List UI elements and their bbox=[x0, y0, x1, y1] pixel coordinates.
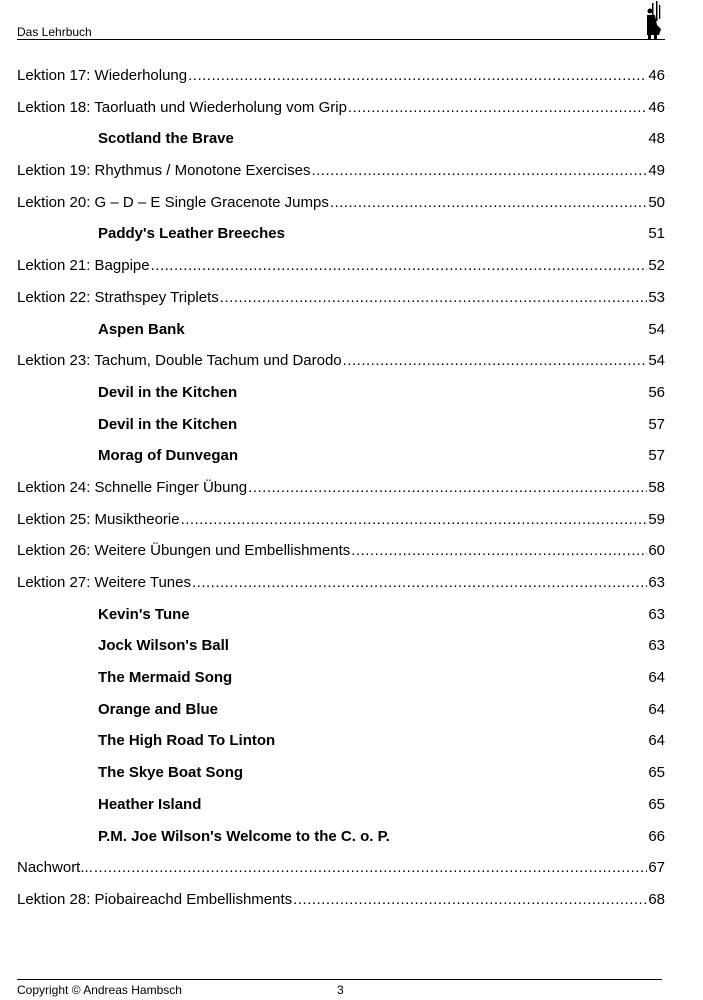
toc-lesson-entry[interactable] bbox=[17, 858, 665, 890]
toc-lesson-entry[interactable] bbox=[17, 478, 665, 510]
toc-tune-entry[interactable] bbox=[17, 795, 665, 827]
toc-entry-label: Kevin's Tune bbox=[98, 605, 190, 623]
toc-dot-leader bbox=[94, 858, 647, 878]
toc-entry-label: Lektion 24: Schnelle Finger Übung bbox=[17, 478, 248, 496]
toc-dot-leader bbox=[248, 478, 647, 498]
toc-entry-page: 54 bbox=[648, 352, 665, 370]
toc-entry-page: 51 bbox=[648, 225, 665, 243]
header-title: Das Lehrbuch bbox=[17, 25, 92, 39]
toc-lesson-entry[interactable] bbox=[17, 66, 665, 98]
toc-tune-entry[interactable] bbox=[17, 415, 665, 447]
toc-entry-label: Lektion 28: Piobaireachd Embellishments bbox=[17, 890, 293, 908]
toc-lesson-entry[interactable] bbox=[17, 256, 665, 288]
toc-entry-page: 54 bbox=[648, 320, 665, 338]
toc-entry-page: 66 bbox=[648, 827, 665, 845]
toc-entry-page: 58 bbox=[648, 478, 665, 496]
toc-entry-page: 57 bbox=[648, 447, 665, 465]
toc-entry-page: 65 bbox=[648, 764, 665, 782]
toc-entry-page: 64 bbox=[648, 700, 665, 718]
toc-entry-label: Devil in the Kitchen bbox=[98, 415, 238, 433]
toc-entry-page: 63 bbox=[648, 637, 665, 655]
toc-tune-entry[interactable] bbox=[17, 224, 665, 256]
toc-dot-leader bbox=[343, 351, 648, 371]
toc-lesson-entry[interactable] bbox=[17, 351, 665, 383]
toc-dot-leader bbox=[188, 66, 647, 86]
toc-dot-leader bbox=[311, 161, 647, 181]
toc-lesson-entry[interactable] bbox=[17, 288, 665, 320]
toc-entry-label: Jock Wilson's Ball bbox=[98, 637, 229, 655]
piper-icon bbox=[643, 1, 665, 39]
toc-tune-entry[interactable] bbox=[17, 320, 665, 352]
toc-lesson-entry[interactable] bbox=[17, 573, 665, 605]
toc-entry-label: Lektion 17: Wiederholung bbox=[17, 67, 188, 84]
toc-entry-label: Morag of Dunvegan bbox=[98, 447, 239, 465]
toc-entry-label: Lektion 20: G – D – E Single Gracenote Jumps bbox=[17, 193, 329, 211]
toc-dot-leader bbox=[351, 541, 647, 561]
toc-entry-page: 57 bbox=[648, 415, 665, 433]
toc-entry-label: The High Road To Linton bbox=[98, 732, 276, 750]
toc-tune-entry[interactable] bbox=[17, 446, 665, 478]
toc-dot-leader bbox=[220, 288, 648, 308]
copyright-text: Copyright © Andreas Hambsch bbox=[17, 983, 182, 997]
toc-lesson-entry[interactable] bbox=[17, 890, 665, 922]
toc-entry-label: Lektion 25: Musiktheorie bbox=[17, 510, 180, 528]
toc-tune-entry[interactable] bbox=[17, 129, 665, 161]
toc-tune-entry[interactable] bbox=[17, 668, 665, 700]
toc-lesson-entry[interactable] bbox=[17, 510, 665, 542]
toc-dot-leader bbox=[348, 98, 647, 118]
toc-entry-page: 50 bbox=[648, 193, 665, 211]
toc-entry-page: 60 bbox=[648, 542, 665, 560]
toc-entry-page: 64 bbox=[648, 732, 665, 750]
toc-entry-label: Lektion 23: Tachum, Double Tachum und Darodo bbox=[17, 352, 342, 370]
toc-tune-entry[interactable] bbox=[17, 636, 665, 668]
toc-tune-entry[interactable] bbox=[17, 383, 665, 415]
toc-entry-page: 46 bbox=[648, 67, 665, 84]
toc-entry-page: 65 bbox=[648, 795, 665, 813]
toc-entry-label: The Mermaid Song bbox=[98, 669, 233, 687]
toc-entry-page: 63 bbox=[648, 605, 665, 623]
toc-entry-page: 49 bbox=[648, 162, 665, 180]
toc-dot-leader bbox=[293, 890, 647, 910]
toc-entry-label: Aspen Bank bbox=[98, 320, 185, 338]
toc-entry-label: Devil in the Kitchen bbox=[98, 383, 238, 401]
toc-tune-entry[interactable] bbox=[17, 827, 665, 859]
toc-lesson-entry[interactable] bbox=[17, 98, 665, 130]
toc-dot-leader bbox=[151, 256, 648, 276]
toc-entry-label: Heather Island bbox=[98, 795, 202, 813]
toc-entry-page: 48 bbox=[648, 130, 665, 148]
toc-entry-page: 56 bbox=[648, 383, 665, 401]
toc-entry-label: Lektion 22: Strathspey Triplets bbox=[17, 288, 219, 306]
toc-entry-label: Orange and Blue bbox=[98, 700, 219, 718]
toc-dot-leader bbox=[330, 193, 647, 213]
toc-entry-page: 59 bbox=[648, 510, 665, 528]
table-of-contents bbox=[17, 66, 665, 922]
toc-entry-page: 63 bbox=[648, 574, 665, 591]
toc-lesson-entry[interactable] bbox=[17, 541, 665, 573]
toc-entry-label: Lektion 21: Bagpipe bbox=[17, 257, 150, 275]
toc-entry-label: Lektion 18: Taorluath und Wiederholung vom Grip bbox=[17, 98, 347, 116]
page-footer bbox=[17, 979, 662, 997]
page-header bbox=[17, 25, 665, 40]
toc-entry-label: Lektion 27: Weitere Tunes bbox=[17, 574, 191, 591]
toc-entry-page: 67 bbox=[648, 859, 665, 877]
toc-entry-label: Lektion 19: Rhythmus / Monotone Exercises bbox=[17, 162, 311, 180]
toc-tune-entry[interactable] bbox=[17, 700, 665, 732]
toc-entry-page: 52 bbox=[648, 257, 665, 275]
toc-tune-entry[interactable] bbox=[17, 605, 665, 637]
toc-entry-page: 53 bbox=[648, 288, 665, 306]
toc-dot-leader bbox=[192, 573, 647, 593]
toc-lesson-entry[interactable] bbox=[17, 193, 665, 225]
toc-entry-label: Lektion 26: Weitere Übungen und Embellishments bbox=[17, 542, 351, 560]
toc-entry-label: Nachwort... bbox=[17, 859, 93, 877]
toc-entry-page: 46 bbox=[648, 98, 665, 116]
toc-tune-entry[interactable] bbox=[17, 763, 665, 795]
toc-entry-label: P.M. Joe Wilson's Welcome to the C. o. P. bbox=[98, 827, 390, 845]
toc-tune-entry[interactable] bbox=[17, 731, 665, 763]
toc-entry-page: 64 bbox=[648, 669, 665, 687]
toc-entry-page: 68 bbox=[648, 890, 665, 908]
page-number: 3 bbox=[337, 983, 344, 997]
toc-entry-label: Scotland the Brave bbox=[98, 130, 234, 148]
toc-lesson-entry[interactable] bbox=[17, 161, 665, 193]
toc-dot-leader bbox=[181, 510, 648, 530]
toc-entry-label: The Skye Boat Song bbox=[98, 764, 244, 782]
toc-entry-label: Paddy's Leather Breeches bbox=[98, 225, 285, 243]
